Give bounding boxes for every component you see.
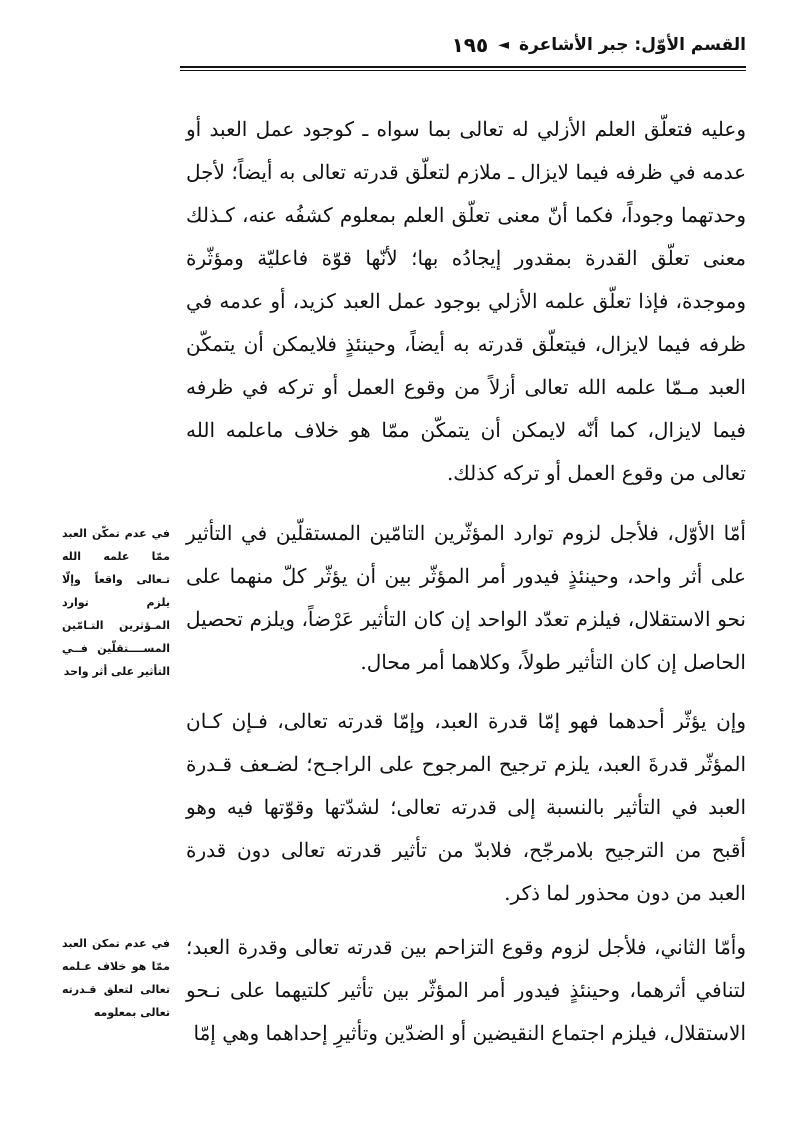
- margin-note-2: في عدم تمكن العبد ممّا هو خلاف عـلمه تعالى لتعلق قـدرته تعالى بمعلومه: [62, 937, 170, 1019]
- arrow-left-icon: ◄: [498, 37, 509, 53]
- paragraph-3: وإن يؤثّر أحدهما فهو إمّا قدرة العبد، وإمّا قدرته تعالى، فـإن كـان المؤثّر قدرةَ العبد، يلزم ترجيح المرجوح على الراجـح؛ لضـعف قـدرة العبد في التأثير بالنسبة إلى قدرته تعالى؛ لشدّتها وقوّتها فيه وهو أقبح من الترجيح بلامرجّح، فلابدّ من تأثير قدرته تعالى دون قدرة العبد من دون محذور لما ذكر.: [186, 709, 746, 905]
- paragraph-1: وعليه فتعلّق العلم الأزلي له تعالى بما سواه ـ كوجود عمل العبد أو عدمه في ظرفه فيما لايزال ـ ملازم لتعلّق قدرته تعالى به أيضاً؛ لأجل وحدتهما وجوداً، فكما أنّ معنى تعلّق العلم بمعلوم كشفُه عنه، كـذلك معنى تعلّق القدرة بمقدور إيجادُه بها؛ لأنّها قوّة فاعليّة ومؤثّرة وموجدة، فإذا تعلّق علمه الأزلي بوجود عمل العبد كزيد، أو عدمه في ظرفه فيما لايزال، فيتعلّق قدرته به أيضاً، وحينئذٍ فلايمكن أن يتمكّن العبد مـمّا علمه الله تعالى أزلاً من وقوع العمل أو تركه في ظرفه فيما لايزال، كما أنّه لايمكن أن يتمكّن ممّا هو خلاف ماعلمه الله تعالى من وقوع العمل أو تركه كذلك.: [186, 117, 746, 485]
- page-header: [180, 28, 746, 62]
- paragraph-4: وأمّا الثاني، فلأجل لزوم وقوع التزاحم بين قدرته تعالى وقدرة العبد؛ لتنافي أثرهما، وحينئذٍ فيدور أمر المؤثّر بين تأثير كلتيهما على نـحو الاستقلال، فيلزم اجتماع النقيضين أو الضدّين وتأثيرِ إحداهما وهي إمّا: [186, 935, 746, 1045]
- page-number: ١٩٥: [451, 33, 489, 57]
- margin-note-1: في عدم تمكّن العبد ممّا علمه الله تـعالى واقعاً وإلّا يلزم توارد المـؤثرين التـامّين المســــتقلّين فــي التأثير على أثر واحد: [62, 527, 170, 678]
- paragraph-2: أمّا الأوّل، فلأجل لزوم توارد المؤثّرين التامّين المستقلّين في التأثير على أثر واحد، وحينئذٍ فيدور أمر المؤثّر بين أن يؤثّر كلّ منهما على نحو الاستقلال، فيلزم تعدّد الواحد إن كان التأثير عَرْضاً، ويلزم تحصيل الحاصل إن كان التأثير طولاً، وكلاهما أمر محال.: [186, 521, 746, 674]
- section-title: القسم الأوّل: جبر الأشاعرة: [518, 35, 746, 55]
- header-divider-thin: [180, 70, 746, 71]
- header-divider: [180, 66, 746, 68]
